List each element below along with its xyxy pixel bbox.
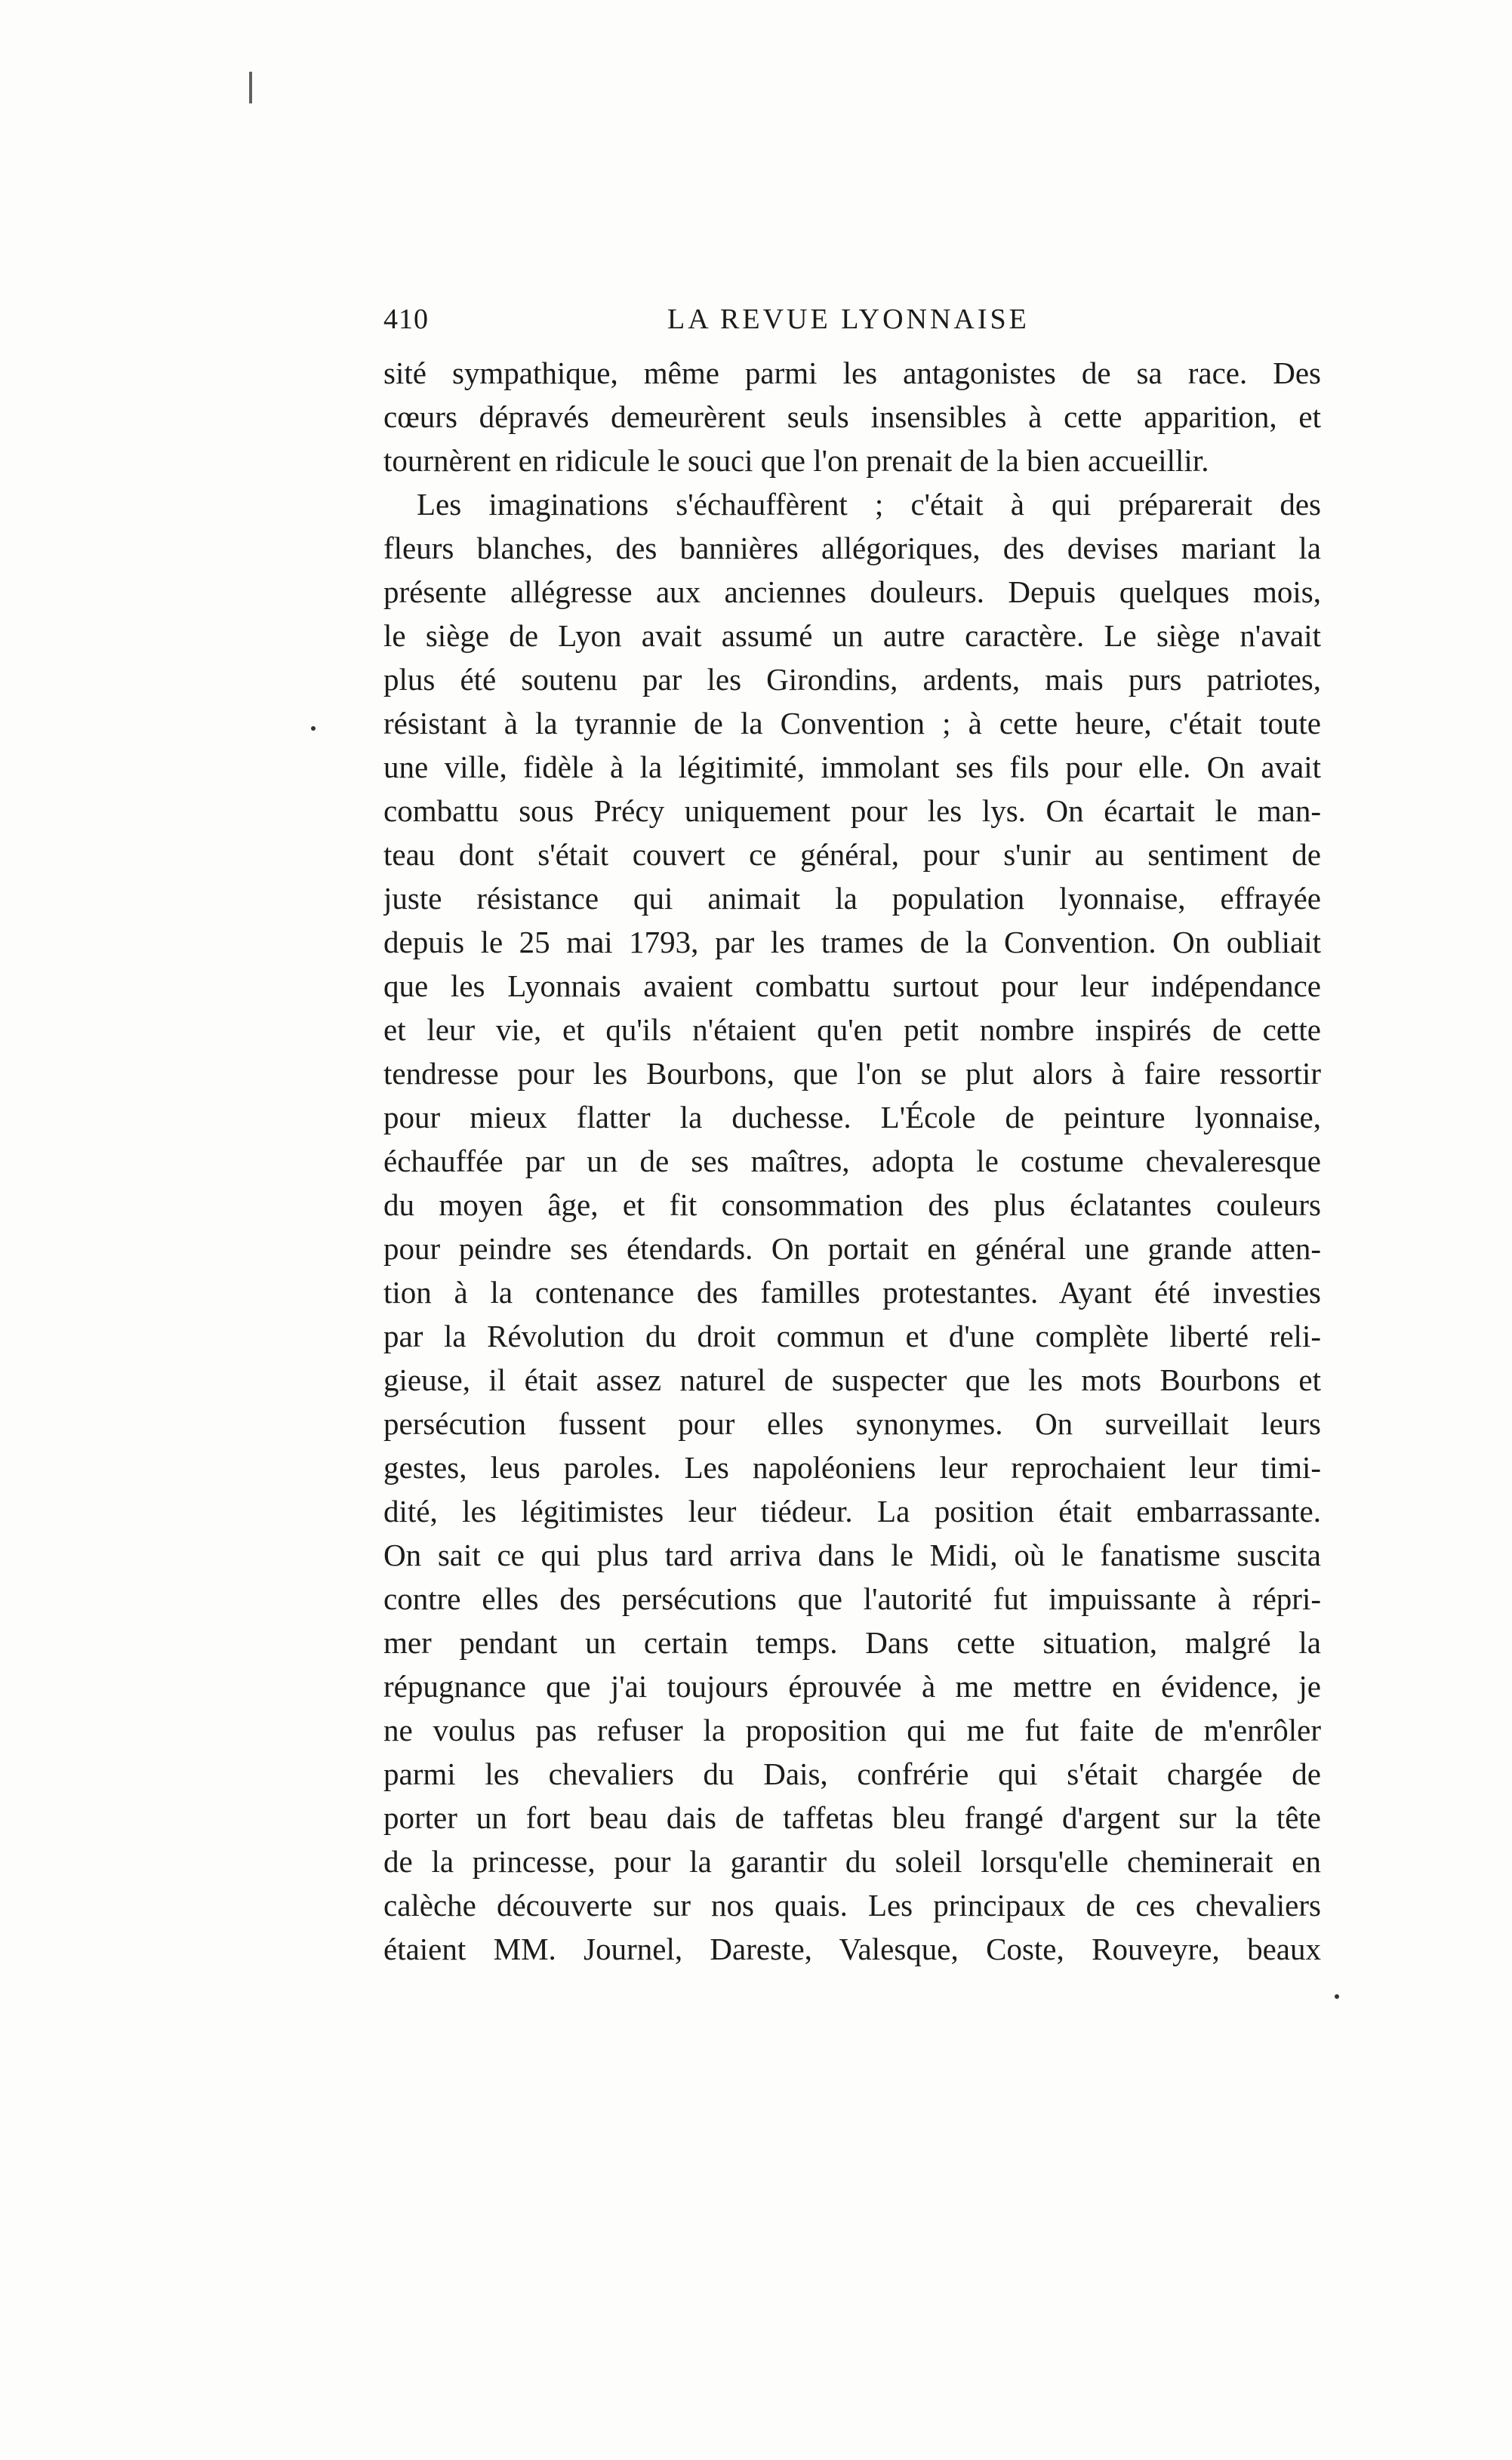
text-line: combattu sous Précy uniquement pour les lys. On écartait le man-: [383, 793, 1321, 828]
text-line: pour peindre ses étendards. On portait en général une grande atten-: [383, 1231, 1321, 1266]
text-line: tournèrent en ridicule le souci que l'on prenait de la bien accueillir.: [383, 443, 1209, 478]
text-line: par la Révolution du droit commun et d'une complète liberté reli-: [383, 1319, 1321, 1353]
text-line: gieuse, il était assez naturel de suspecter que les mots Bourbons et: [383, 1362, 1321, 1397]
text-line: présente allégresse aux anciennes douleurs. Depuis quelques mois,: [383, 574, 1321, 609]
text-line: une ville, fidèle à la légitimité, immolant ses fils pour elle. On avait: [383, 750, 1321, 784]
running-head: [383, 297, 1327, 342]
ink-speck: [311, 726, 316, 731]
text-line: résistant à la tyrannie de la Convention ; à cette heure, c'était toute: [383, 706, 1321, 740]
text-line: sité sympathique, même parmi les antagonistes de sa race. Des: [383, 356, 1321, 390]
text-line: tendresse pour les Bourbons, que l'on se plut alors à faire ressortir: [383, 1056, 1321, 1091]
page-number: 410: [383, 303, 429, 335]
text-line: répugnance que j'ai toujours éprouvée à me mettre en évidence, je: [383, 1669, 1321, 1704]
text-line: pour mieux flatter la duchesse. L'École de peinture lyonnaise,: [383, 1100, 1321, 1135]
text-line: tion à la contenance des familles protestantes. Ayant été investies: [383, 1275, 1321, 1310]
text-line: du moyen âge, et fit consommation des plus éclatantes couleurs: [383, 1187, 1321, 1222]
text-line: porter un fort beau dais de taffetas bleu frangé d'argent sur la tête: [383, 1800, 1321, 1835]
text-line: gestes, leus paroles. Les napoléoniens leur reprochaient leur timi-: [383, 1450, 1321, 1485]
margin-mark: [249, 72, 252, 103]
text-line: étaient MM. Journel, Dareste, Valesque, Coste, Rouveyre, beaux: [383, 1932, 1321, 1966]
journal-title: LA REVUE LYONNAISE: [667, 303, 1030, 335]
text-line: parmi les chevaliers du Dais, confrérie qui s'était chargée de: [383, 1756, 1321, 1791]
text-line: On sait ce qui plus tard arriva dans le Midi, où le fanatisme suscita: [383, 1538, 1321, 1572]
text-line: et leur vie, et qu'ils n'étaient qu'en petit nombre inspirés de cette: [383, 1012, 1321, 1047]
text-line: plus été soutenu par les Girondins, ardents, mais purs patriotes,: [383, 662, 1321, 697]
text-line: teau dont s'était couvert ce général, pour s'unir au sentiment de: [383, 837, 1321, 872]
text-line: le siège de Lyon avait assumé un autre caractère. Le siège n'avait: [383, 618, 1321, 653]
text-line: cœurs dépravés demeurèrent seuls insensibles à cette apparition, et: [383, 399, 1321, 434]
text-line: juste résistance qui animait la population lyonnaise, effrayée: [383, 881, 1321, 916]
text-line: ne voulus pas refuser la proposition qui me fut faite de m'enrôler: [383, 1713, 1321, 1747]
body-text: [383, 351, 1321, 1971]
text-line: contre elles des persécutions que l'autorité fut impuissante à répri-: [383, 1581, 1321, 1616]
text-line: échauffée par un de ses maîtres, adopta le costume chevaleresque: [383, 1144, 1321, 1178]
text-line: persécution fussent pour elles synonymes. On surveillait leurs: [383, 1406, 1321, 1441]
text-line: dité, les légitimistes leur tiédeur. La position était embarrassante.: [383, 1494, 1321, 1529]
text-line: calèche découverte sur nos quais. Les principaux de ces chevaliers: [383, 1888, 1321, 1923]
text-line: de la princesse, pour la garantir du soleil lorsqu'elle cheminerait en: [383, 1844, 1321, 1879]
text-line: que les Lyonnais avaient combattu surtout pour leur indépendance: [383, 968, 1321, 1003]
ink-speck: [1335, 1994, 1339, 1999]
text-line: fleurs blanches, des bannières allégoriques, des devises mariant la: [383, 531, 1321, 565]
text-line: mer pendant un certain temps. Dans cette situation, malgré la: [383, 1625, 1321, 1660]
text-line: Les imaginations s'échauffèrent ; c'était à qui préparerait des: [417, 487, 1321, 522]
text-line: depuis le 25 mai 1793, par les trames de la Convention. On oubliait: [383, 925, 1321, 959]
